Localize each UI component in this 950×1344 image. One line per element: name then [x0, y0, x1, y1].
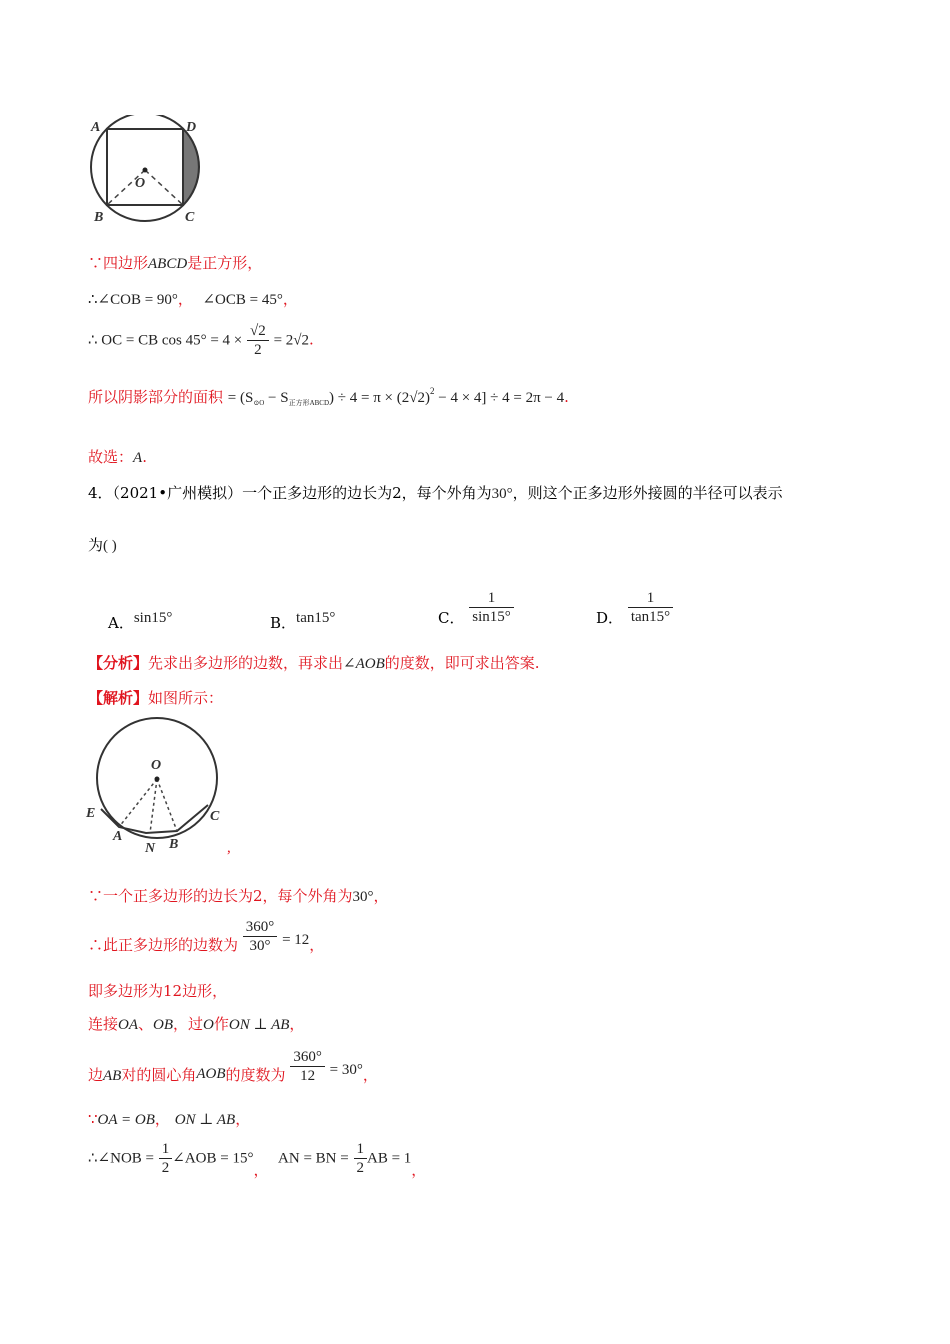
- label2-O: O: [151, 758, 162, 773]
- sol1-answer: 故选：A.: [88, 448, 147, 466]
- step-2: ∴此正多边形的边数为 $\frac{360^\circ}{30^\circ}$ = 12，: [88, 919, 325, 954]
- option-b[interactable]: B．tan15°: [270, 610, 336, 632]
- sol1-line2: ∴∠COB = 90°， ∠OCB = 45°，: [88, 290, 298, 308]
- analysis-line: 【分析】先求出多边形的边数，再求出∠AOB的度数，即可求出答案.: [88, 654, 540, 672]
- q4-stem-line2: 为( ): [88, 536, 117, 554]
- label2-A: A: [113, 829, 123, 844]
- label2-N: N: [145, 841, 156, 856]
- sol1-line4: 所以阴影部分的面积 = $(S_{⊙O} - S_{正方形ABCD}) \div 4 = \pi \times (2√2)^2 - 4 \times 4] \div 4 = 2\pi - 4$.: [88, 386, 569, 407]
- figure-square-in-circle: [85, 115, 215, 230]
- step-3: 即多边形为12边形，: [88, 982, 228, 1000]
- label-A: A: [91, 120, 101, 135]
- label-O: O: [135, 176, 146, 191]
- q4-stem-line1: 4．（2021•广州模拟）一个正多边形的边长为2，每个外角为30°，则这个正多边形外接圆的半径可以表示: [88, 484, 783, 502]
- option-d[interactable]: D． $\frac{1}{\tan 15^\circ}$: [596, 589, 673, 626]
- step-7: ∴∠NOB = $\frac{1}{2}$ ∠AOB = 15°， AN = BN = $\frac{1}{2}$ AB = 1，: [88, 1141, 427, 1179]
- step-4: 连接OA、OB，过O作ON ⊥ AB，: [88, 1015, 305, 1033]
- label-C: C: [185, 210, 195, 225]
- figure-trailing-comma: ,: [227, 840, 231, 856]
- sol1-line3: ∴ OC = CB cos 45° = 4 × $\frac{√2}{2}$ = 2√2.: [88, 323, 314, 358]
- step-1: ∵一个正多边形的边长为2，每个外角为30°，: [88, 887, 389, 905]
- option-c[interactable]: C． $\frac{1}{\sin 15^\circ}$: [438, 589, 514, 626]
- label-D: D: [186, 120, 197, 135]
- option-a[interactable]: A．sin15°: [108, 610, 173, 632]
- solution-line: 【解析】如图所示：: [88, 689, 224, 707]
- step-6: ∵OA = OB， ON ⊥ AB，: [88, 1110, 251, 1128]
- sol1-line1: ∵四边形ABCD是正方形，: [88, 254, 263, 272]
- label-B: B: [94, 210, 104, 225]
- label2-B: B: [169, 837, 179, 852]
- step-5: 边AB对的圆心角AOB的度数为 $\frac{360^\circ}{12}$ = 30°，: [88, 1049, 378, 1084]
- figure-polygon-circle: [84, 714, 244, 864]
- label2-C: C: [210, 809, 220, 824]
- label2-E: E: [86, 806, 96, 821]
